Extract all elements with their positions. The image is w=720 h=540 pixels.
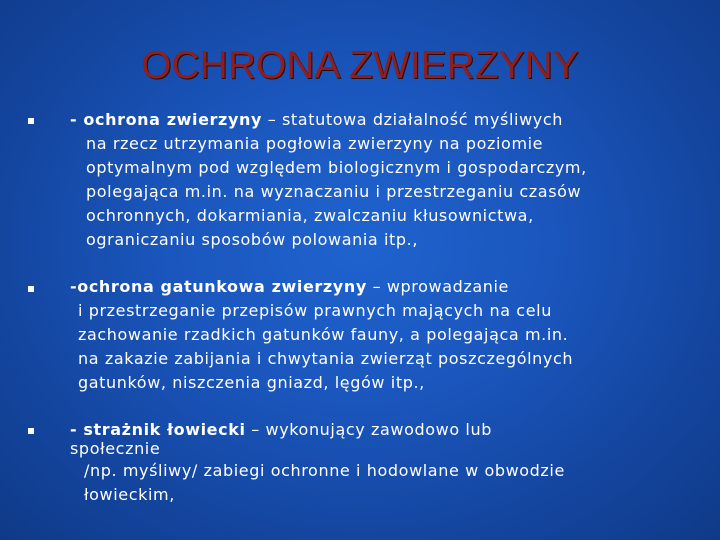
bullet-line: – wprowadzanie — [372, 277, 509, 296]
bullet-term: - strażnik łowiecki — [70, 420, 246, 439]
bullet-line: /np. myśliwy/ zabiegi ochronne i hodowlane w obwodzie — [84, 461, 565, 480]
bullet-line: i przestrzeganie przepisów prawnych mających na celu — [78, 301, 552, 320]
bullet-line: na zakazie zabijania i chwytania zwierząt poszczególnych — [78, 349, 574, 368]
bullet-text — [70, 275, 573, 395]
bullet-line: – wykonujący zawodowo lub — [251, 420, 492, 439]
bullet-line: gatunków, niszczenia gniazd, lęgów itp., — [78, 373, 425, 392]
bullet-line: zachowanie rzadkich gatunków fauny, a polegająca m.in. — [78, 325, 569, 344]
bullet-line: polegająca m.in. na wyznaczaniu i przestrzeganiu czasów — [86, 182, 582, 201]
bullet-line: ograniczaniu sposobów polowania itp., — [86, 230, 419, 249]
bullet-text — [70, 108, 587, 252]
bullet-first-line — [70, 275, 573, 299]
bullet-line: ochronnych, dokarmiania, zwalczaniu kłusownictwa, — [86, 206, 534, 225]
bullet-term: -ochrona gatunkowa zwierzyny — [70, 277, 367, 296]
square-bullet-icon — [28, 118, 34, 124]
bullet-line: łowieckim, — [84, 485, 175, 504]
square-bullet-icon — [28, 428, 34, 434]
bullet-first-line — [70, 108, 587, 132]
bullet-line: optymalnym pod względem biologicznym i gospodarczym, — [86, 158, 587, 177]
bullet-line: – statutowa działalność myśliwych — [267, 110, 563, 129]
bullet-line: na rzecz utrzymania pogłowia zwierzyny na poziomie — [86, 134, 544, 153]
slide-title: OCHRONA ZWIERZYNY — [141, 44, 579, 87]
square-bullet-icon — [28, 286, 34, 292]
bullet-text — [70, 418, 565, 507]
bullet-term: - ochrona zwierzyny — [70, 110, 263, 129]
bullet-line: społecznie — [70, 439, 161, 458]
